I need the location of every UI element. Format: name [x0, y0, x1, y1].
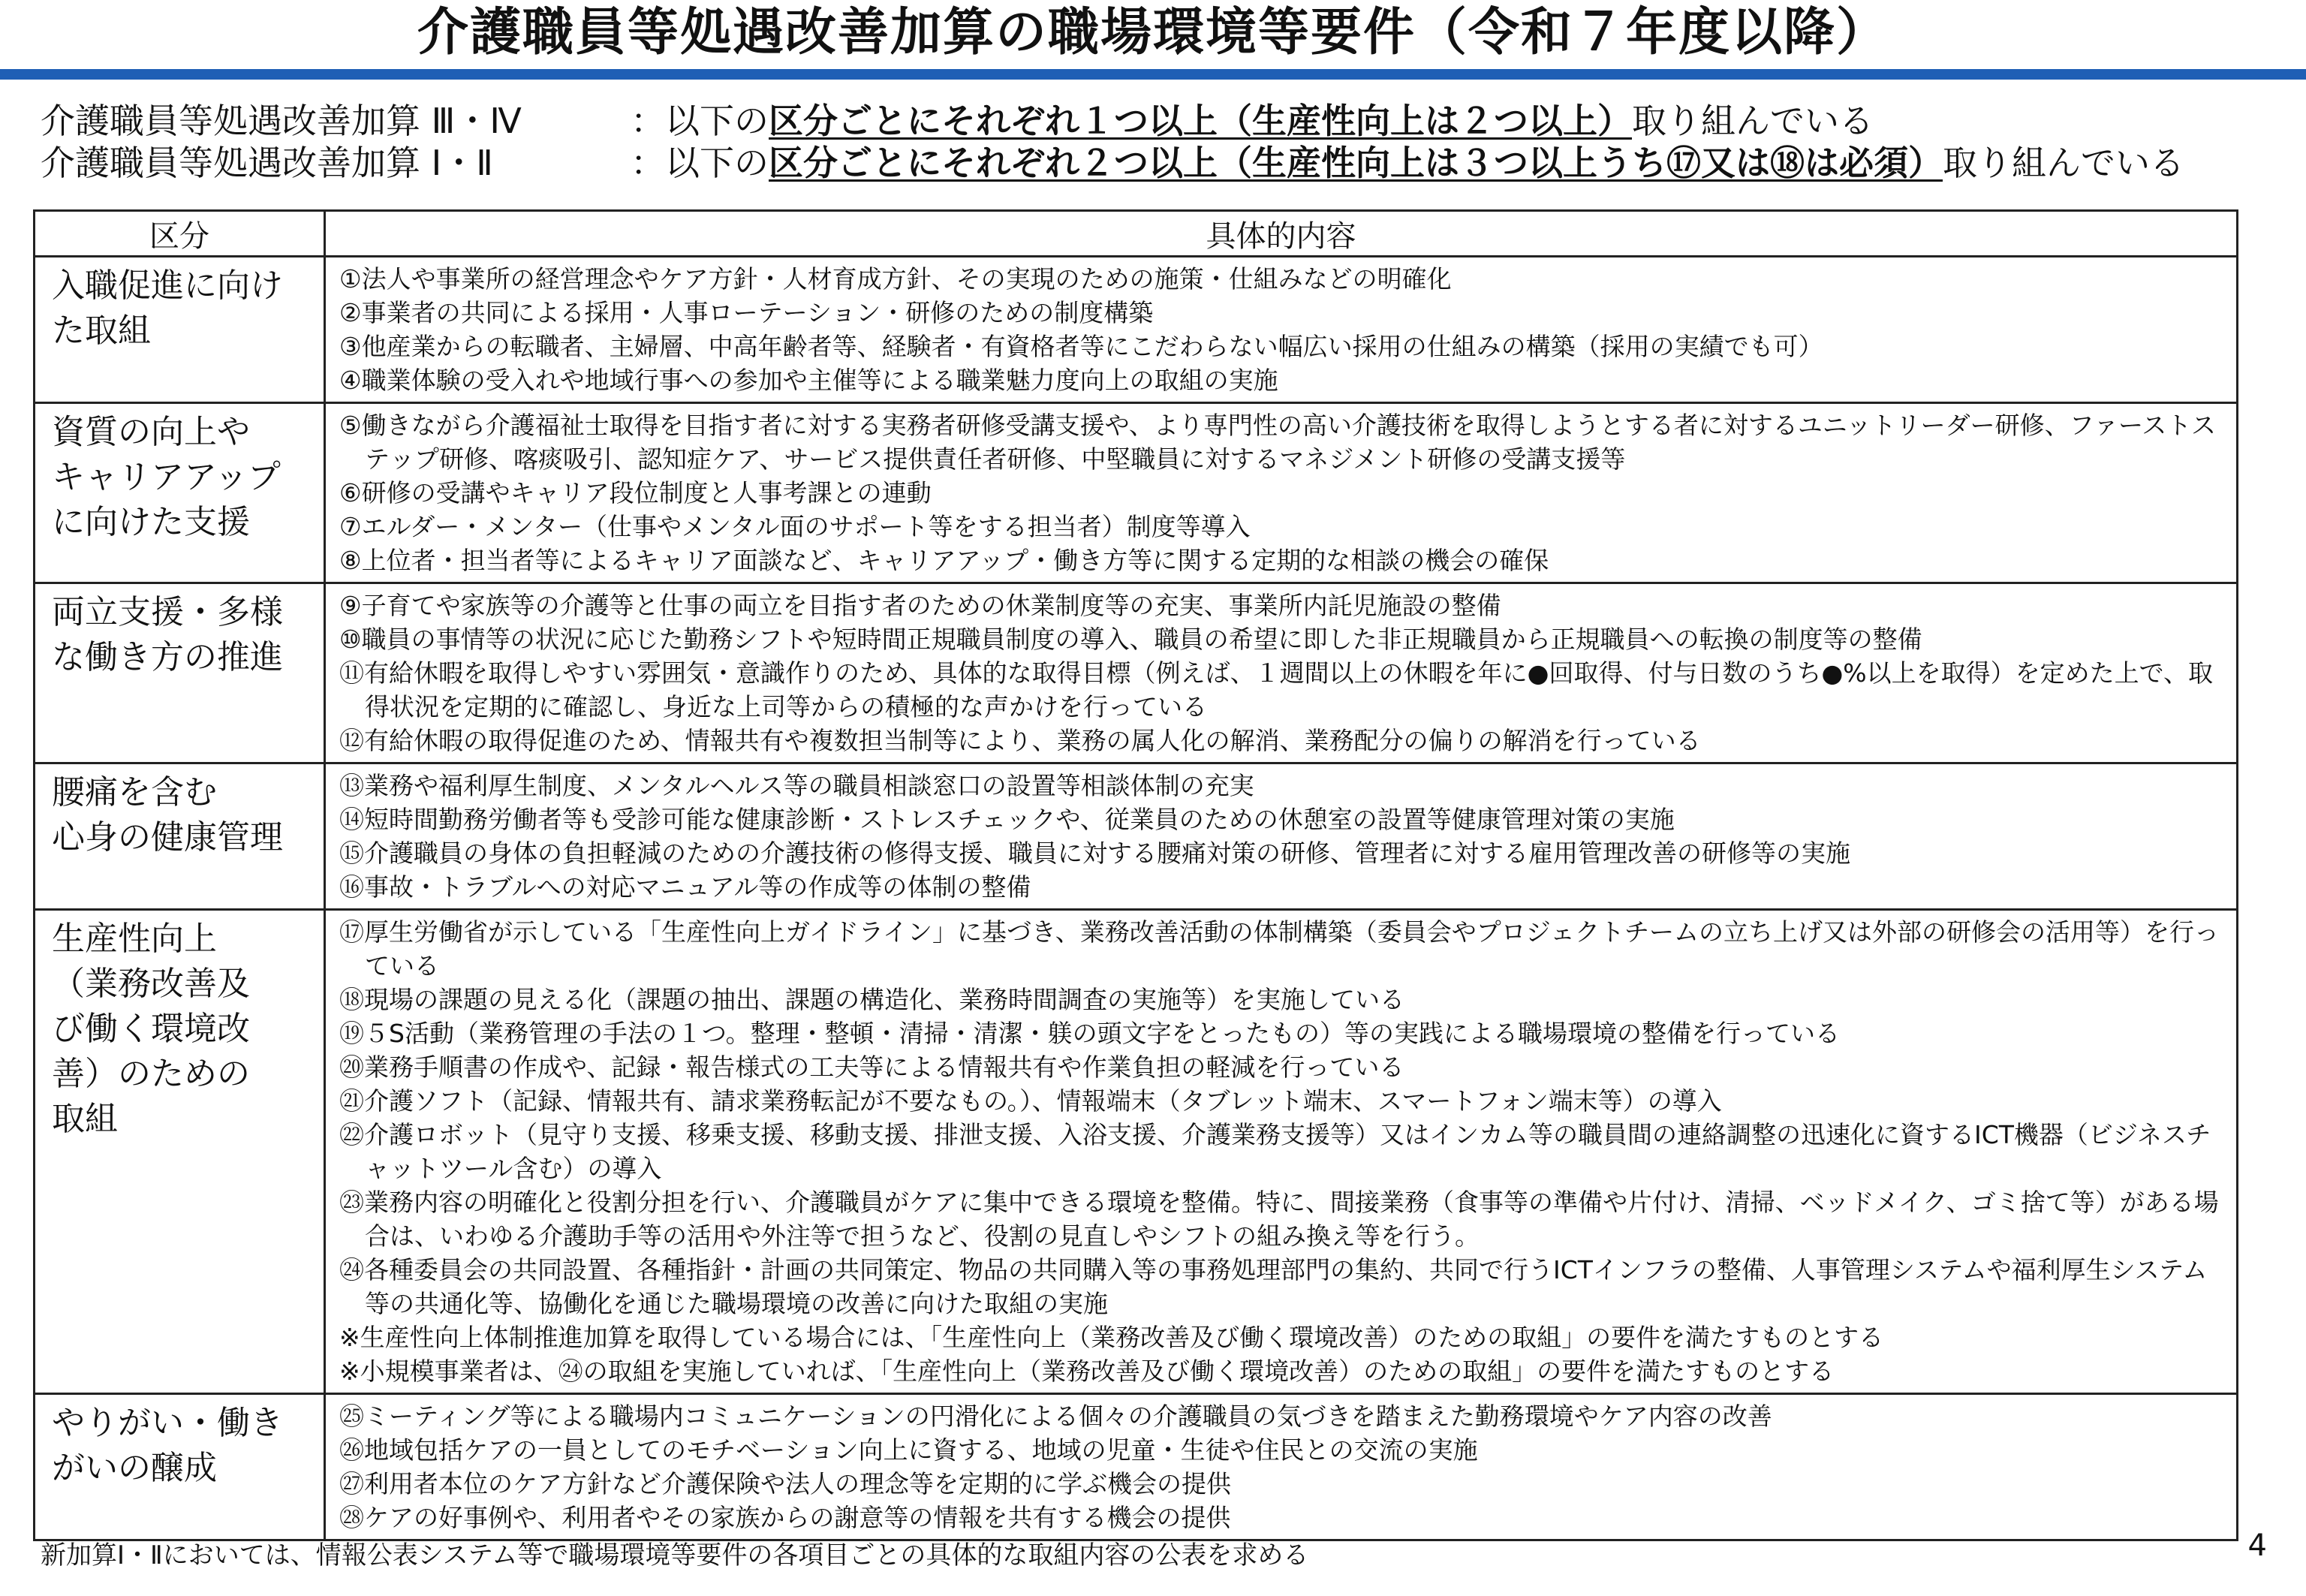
requirement-line-1-2	[41, 141, 2184, 185]
list-item: ⑧上位者・担当者等によるキャリア面談など、キャリアアップ・働き方等に関する定期的な相談の機会の確保	[339, 546, 1549, 575]
list-item: ※小規模事業者は、㉔の取組を実施していれば、「生産性向上（業務改善及び働く環境改善）のための取組」の要件を満たすものとする	[339, 1357, 1835, 1386]
content-cell	[325, 403, 2238, 583]
requirement-suffix: 取り組んでいる	[1632, 101, 1874, 141]
table-row	[35, 257, 2238, 403]
list-item: ㉓業務内容の明確化と役割分担を行い、介護職員がケアに集中できる環境を整備。特に、間接業務（食事等の準備や片付け、清掃、ベッドメイク、ゴミ捨て等）がある場合は、いわゆる介護助手等の活用や外注等で担うなど、役割の見直しやシフトの組み換え等を行う。	[339, 1188, 2219, 1251]
requirement-prefix: ：以下の	[631, 143, 769, 183]
list-item: ㉗利用者本位のケア方針など介護保険や法人の理念等を定期的に学ぶ機会の提供	[339, 1469, 1231, 1498]
list-item: ⑭短時間勤務労働者等も受診可能な健康診断・ストレスチェックや、従業員のための休憩室の設置等健康管理対策の実施	[339, 805, 1675, 834]
list-item: ⑪有給休暇を取得しやすい雰囲気・意識作りのため、具体的な取得目標（例えば、１週間以上の休暇を年に●回取得、付与日数のうち●%以上を取得）を定めた上で、取得状況を定期的に確認し、身近な上司等からの積極的な声かけを行っている	[339, 658, 2213, 721]
category-cell: 入職促進に向け た取組	[35, 257, 325, 403]
content-cell	[325, 583, 2238, 763]
page-title: 介護職員等処遇改善加算の職場環境等要件（令和７年度以降）	[417, 3, 1889, 62]
header-category: 区分	[35, 211, 325, 257]
category-cell: 両立支援・多様 な働き方の推進	[35, 583, 325, 763]
table-row	[35, 763, 2238, 910]
header-content: 具体的内容	[325, 211, 2238, 257]
list-item: ⑰厚生労働省が示している「生産性向上ガイドライン」に基づき、業務改善活動の体制構築（委員会やプロジェクトチームの立ち上げ又は外部の研修会の活用等）を行っている	[339, 917, 2220, 980]
list-item: ㉘ケアの好事例や、利用者やその家族からの謝意等の情報を共有する機会の提供	[339, 1503, 1231, 1532]
list-item: ㉖地域包括ケアの一員としてのモチベーション向上に資する、地域の児童・生徒や住民との交流の実施	[339, 1435, 1478, 1465]
content-cell	[325, 257, 2238, 403]
page-number: 4	[2247, 1528, 2267, 1563]
list-item: ④職業体験の受入れや地域行事への参加や主催等による職業魅力度向上の取組の実施	[339, 366, 1278, 395]
list-item: ⑬業務や福利厚生制度、メンタルヘルス等の職員相談窓口の設置等相談体制の充実	[339, 771, 1254, 800]
category-cell: 生産性向上 （業務改善及 び働く環境改 善）のための 取組	[35, 910, 325, 1394]
list-item: ⑩職員の事情等の状況に応じた勤務シフトや短時間正規職員制度の導入、職員の希望に即した非正規職員から正規職員への転換の制度等の整備	[339, 625, 1922, 654]
content-cell	[325, 763, 2238, 910]
list-item: ⑤働きながら介護福祉士取得を目指す者に対する実務者研修受講支援や、より専門性の高い介護技術を取得しようとする者に対するユニットリーダー研修、ファーストステップ研修、喀痰吸引、認知症ケア、サービス提供責任者研修、中堅職員に対するマネジメント研修の受講支援等	[339, 411, 2216, 474]
table-header-row	[35, 211, 2238, 257]
requirement-label: 介護職員等処遇改善加算 Ⅲ・Ⅳ	[41, 101, 522, 141]
requirement-emphasis: 区分ごとにそれぞれ１つ以上（生産性向上は２つ以上）	[769, 101, 1632, 141]
list-item: ㉒介護ロボット（見守り支援、移乗支援、移動支援、排泄支援、入浴支援、介護業務支援等）又はインカム等の職員間の連絡調整の迅速化に資するICT機器（ビジネスチャットツール含む）の導入	[339, 1120, 2211, 1183]
list-item: ⑯事故・トラブルへの対応マニュアル等の作成等の体制の整備	[339, 872, 1031, 902]
table-row	[35, 583, 2238, 763]
list-item: ①法人や事業所の経営理念やケア方針・人材育成方針、その実現のための施策・仕組みなどの明確化	[339, 264, 1452, 294]
list-item: ②事業者の共同による採用・人事ローテーション・研修のための制度構築	[339, 298, 1154, 327]
list-item: ㉔各種委員会の共同設置、各種指針・計画の共同策定、物品の共同購入等の事務処理部門の集約、共同で行うICTインフラの整備、人事管理システムや福利厚生システム等の共通化等、協働化を通じた職場環境の改善に向けた取組の実施	[339, 1255, 2208, 1318]
list-item: ㉕ミーティング等による職場内コミュニケーションの円滑化による個々の介護職員の気づきを踏まえた勤務環境やケア内容の改善	[339, 1402, 1772, 1431]
requirement-label: 介護職員等処遇改善加算 Ⅰ・Ⅱ	[41, 143, 493, 183]
category-cell: やりがい・働き がいの醸成	[35, 1394, 325, 1540]
list-item: ⑳業務手順書の作成や、記録・報告様式の工夫等による情報共有や作業負担の軽減を行っている	[339, 1052, 1404, 1082]
title-divider	[0, 69, 2306, 80]
category-cell: 資質の向上や キャリアアップ に向けた支援	[35, 403, 325, 583]
requirement-suffix: 取り組んでいる	[1943, 143, 2184, 183]
list-item: ⑫有給休暇の取得促進のため、情報共有や複数担当制等により、業務の属人化の解消、業務配分の偏りの解消を行っている	[339, 726, 1701, 755]
requirement-line-3-4	[41, 99, 1874, 143]
list-item: ⑲５S活動（業務管理の手法の１つ。整理・整頓・清掃・清潔・躾の頭文字をとったもの）等の実践による職場環境の整備を行っている	[339, 1019, 1840, 1048]
requirement-emphasis: 区分ごとにそれぞれ２つ以上（生産性向上は３つ以上うち⑰又は⑱は必須）	[769, 143, 1943, 183]
list-item: ⑱現場の課題の見える化（課題の抽出、課題の構造化、業務時間調査の実施等）を実施している	[339, 985, 1404, 1014]
content-cell	[325, 1394, 2238, 1540]
table-body	[35, 257, 2238, 1540]
table-row	[35, 403, 2238, 583]
requirement-prefix: ：以下の	[631, 101, 769, 141]
list-item: ㉑介護ソフト（記録、情報共有、請求業務転記が不要なもの。）、情報端末（タブレット端末、スマートフォン端末等）の導入	[339, 1086, 1722, 1116]
requirements-table	[33, 209, 2238, 1541]
list-item: ⑮介護職員の身体の負担軽減のための介護技術の修得支援、職員に対する腰痛対策の研修、管理者に対する雇用管理改善の研修等の実施	[339, 839, 1850, 868]
category-cell: 腰痛を含む 心身の健康管理	[35, 763, 325, 910]
footnote: 新加算Ⅰ・Ⅱにおいては、情報公表システム等で職場環境等要件の各項目ごとの具体的な取組内容の公表を求める	[41, 1540, 1309, 1570]
content-cell	[325, 910, 2238, 1394]
list-item: ⑨子育てや家族等の介護等と仕事の両立を目指す者のための休業制度等の充実、事業所内託児施設の整備	[339, 591, 1501, 620]
list-item: ③他産業からの転職者、主婦層、中高年齢者等、経験者・有資格者等にこだわらない幅広い採用の仕組みの構築（採用の実績でも可）	[339, 332, 1823, 361]
table-row	[35, 910, 2238, 1394]
table-row	[35, 1394, 2238, 1540]
list-item: ※生産性向上体制推進加算を取得している場合には、「生産性向上（業務改善及び働く環境改善）のための取組」の要件を満たすものとする	[339, 1323, 1884, 1352]
list-item: ⑥研修の受講やキャリア段位制度と人事考課との連動	[339, 478, 932, 507]
list-item: ⑦エルダー・メンター（仕事やメンタル面のサポート等をする担当者）制度等導入	[339, 512, 1251, 541]
